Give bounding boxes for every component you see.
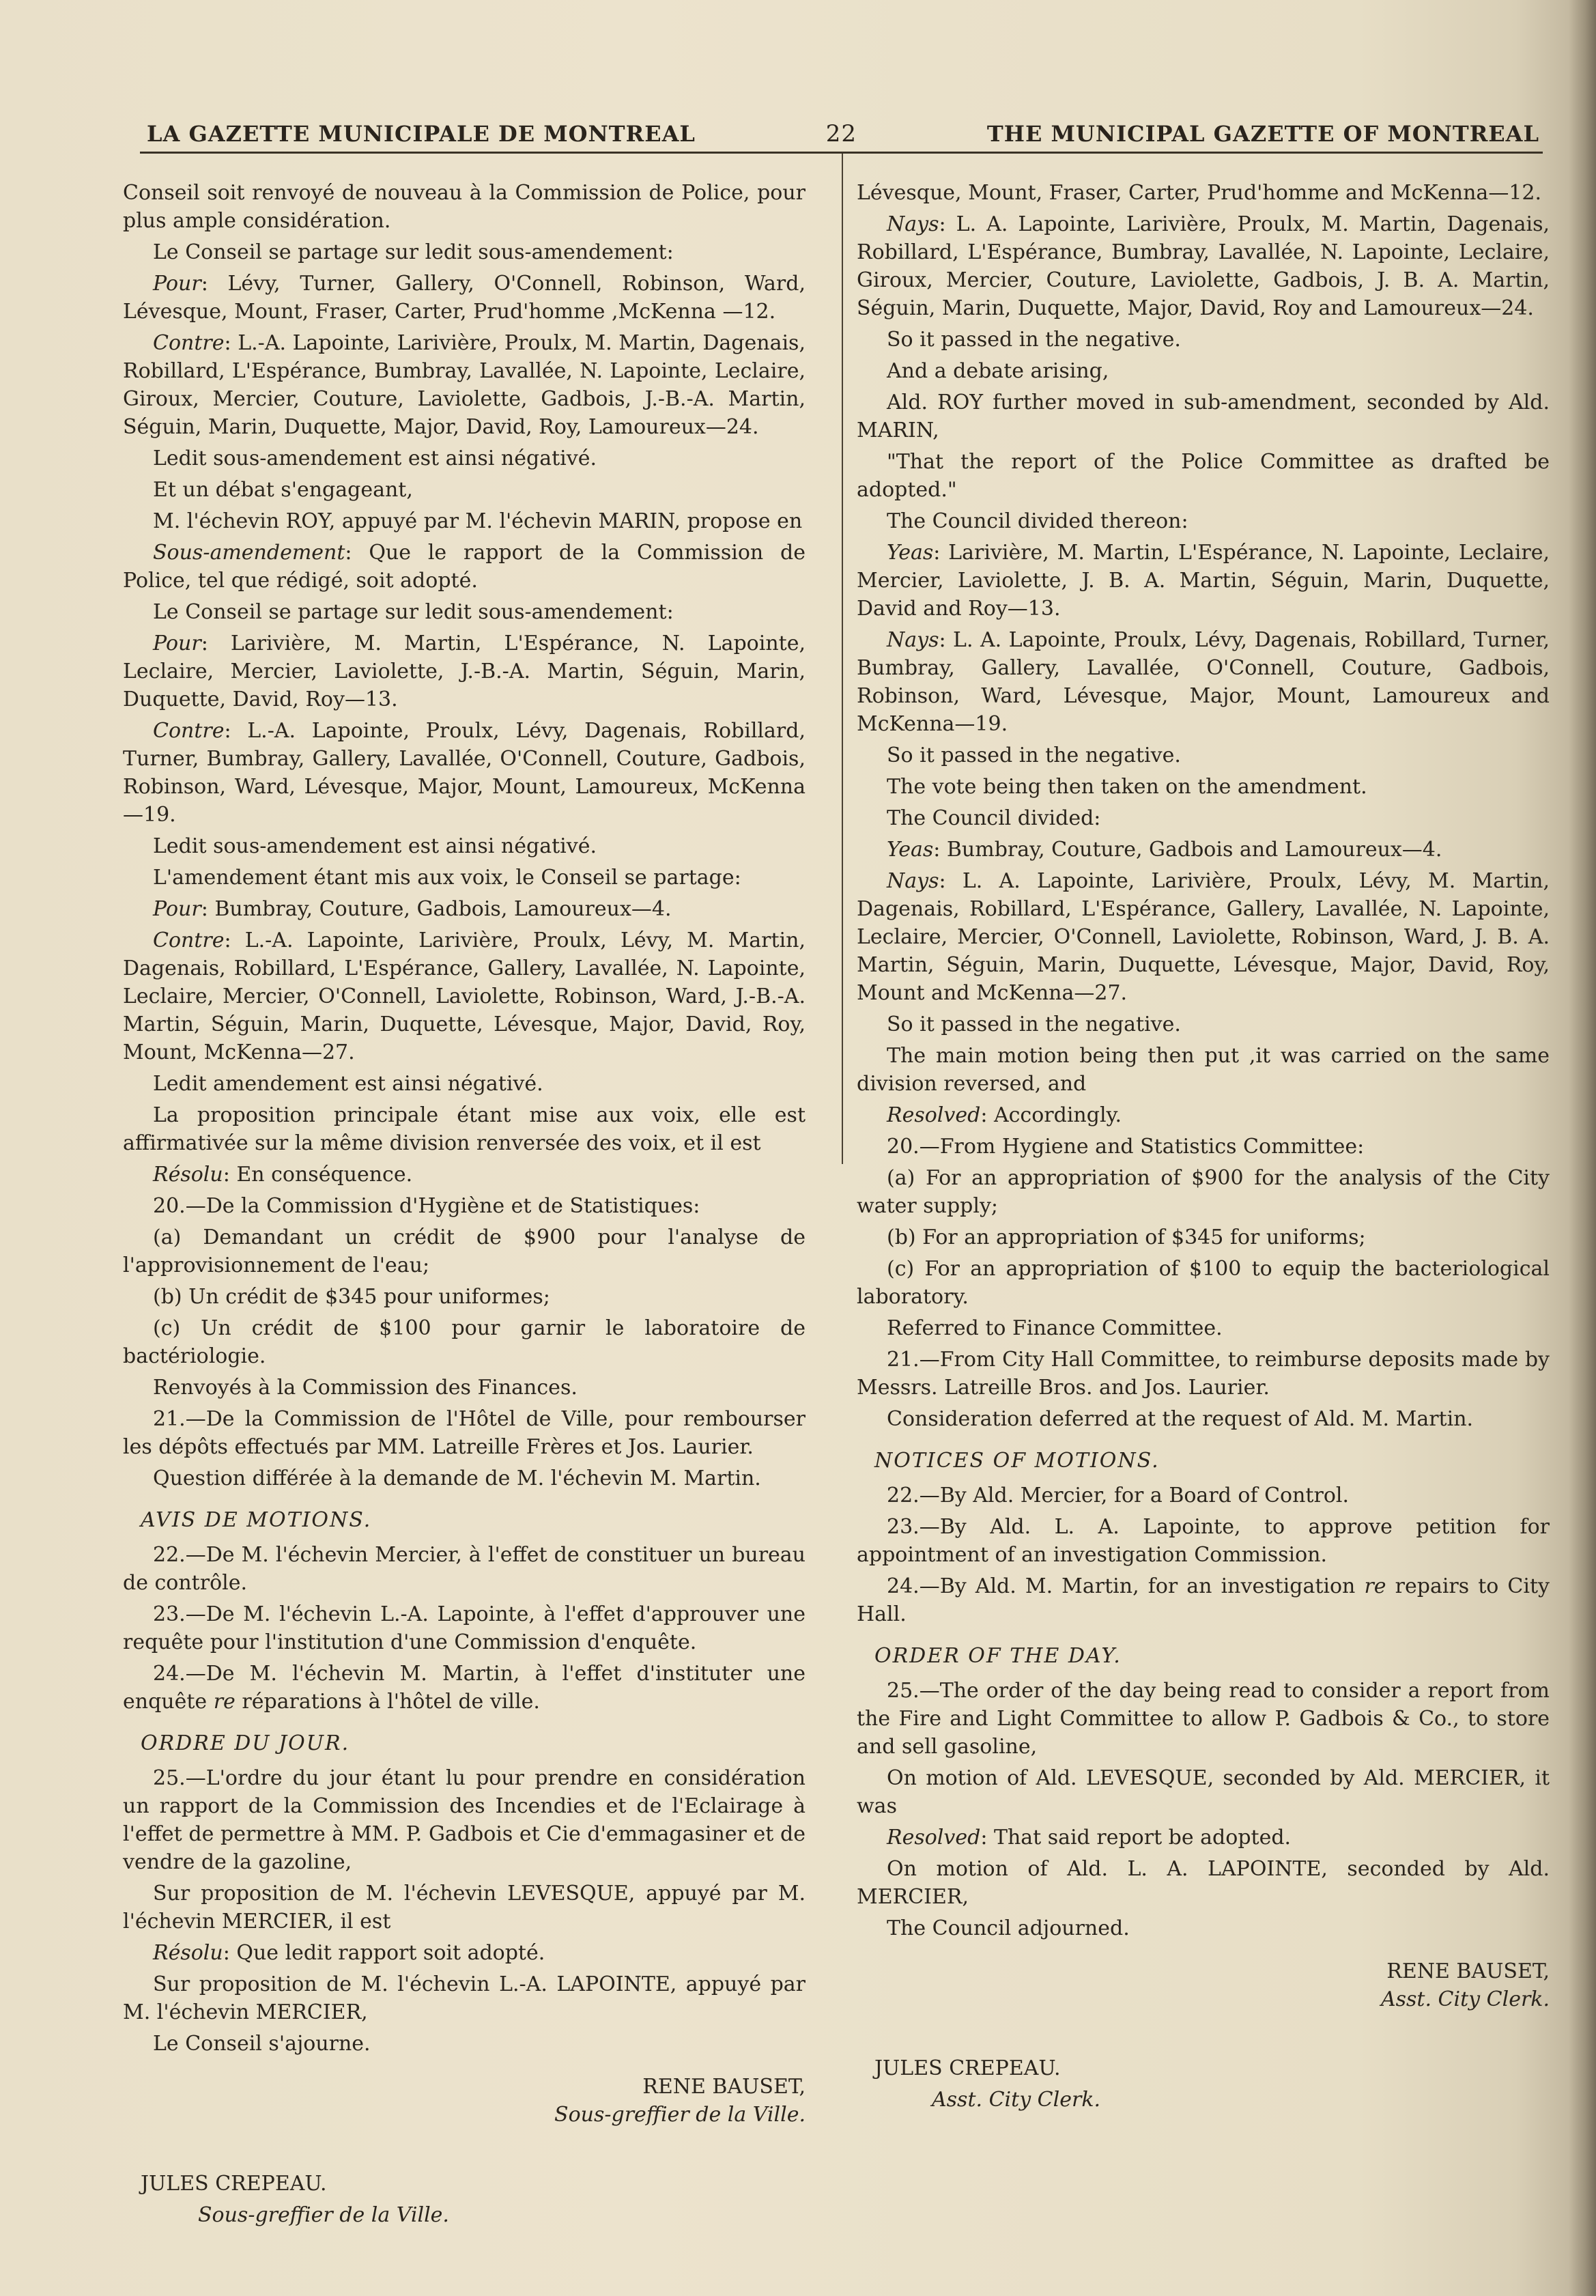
paragraph: M. l'échevin ROY, appuyé par M. l'échevin MARIN, propose en bbox=[153, 509, 803, 533]
vote-list: : L. A. Lapointe, Larivière, Proulx, M. Martin, Dagenais, Robillard, L'Espérance, Bumbray, Lavallée, N. Lapointe, Leclaire, Giroux, Mercier, Couture, Laviolette, Gadbois, J. B. A. Martin, Séguin, Marin, Duquette, Major, David, Roy and Lamoureux—24. bbox=[857, 212, 1550, 320]
paragraph: Sur proposition de M. l'échevin L.-A. LAPOINTE, appuyé par M. l'échevin MERCIER, bbox=[123, 1972, 806, 2024]
vote-list: : L. A. Lapointe, Proulx, Lévy, Dagenais, Robillard, Turner, Bumbray, Gallery, Lavallée, O'Connell, Couture, Gadbois, Robinson, Ward, Lévesque, Major, Mount, Lamoureux and McKenna—19. bbox=[857, 628, 1550, 736]
signature-title: Sous-greffier de la Ville. bbox=[198, 2203, 449, 2227]
signature-title: Asst. City Clerk. bbox=[932, 2088, 1101, 2112]
paragraph: Lévesque, Mount, Fraser, Carter, Prud'homme and McKenna—12. bbox=[857, 181, 1542, 205]
vote-list: : Lévy, Turner, Gallery, O'Connell, Robinson, Ward, Lévesque, Mount, Fraser, Carter, Prud'homme ,McKenna —12. bbox=[123, 272, 806, 324]
resolution-text: : Que ledit rapport soit adopté. bbox=[223, 1941, 545, 1965]
paragraph: Conseil soit renvoyé de nouveau à la Commission de Police, pour plus ample considération. bbox=[123, 181, 806, 233]
paragraph-text: réparations à l'hôtel de ville. bbox=[242, 1690, 540, 1714]
paragraph: 21.—From City Hall Committee, to reimburse deposits made by Messrs. Latreille Bros. and Jos. Laurier. bbox=[857, 1348, 1550, 1400]
paragraph: Le Conseil se partage sur ledit sous-amendement: bbox=[153, 240, 674, 264]
signature-title: Sous-greffier de la Ville. bbox=[554, 2103, 806, 2127]
resolution-paragraph bbox=[857, 1824, 1550, 1852]
paragraph: (b) For an appropriation of $345 for uniforms; bbox=[887, 1225, 1366, 1249]
signature-name: RENE BAUSET, bbox=[1386, 1959, 1550, 1983]
signature-name: JULES CREPEAU. bbox=[874, 2056, 1061, 2080]
paragraph: Ledit amendement est ainsi négativé. bbox=[153, 1072, 543, 1096]
paragraph: 23.—De M. l'échevin L.-A. Lapointe, à l'effet d'approuver une requête pour l'institution d'une Commission d'enquête. bbox=[123, 1602, 806, 1654]
vote-label: Contre bbox=[153, 719, 225, 743]
paragraph bbox=[857, 1572, 1550, 1628]
vote-paragraph bbox=[123, 629, 806, 713]
paragraph: The Council adjourned. bbox=[887, 1916, 1130, 1940]
paragraph: So it passed in the negative. bbox=[887, 328, 1181, 352]
paragraph-text: 24.—By Ald. M. Martin, for an investigation bbox=[887, 1574, 1356, 1598]
paragraph: 22.—By Ald. Mercier, for a Board of Control. bbox=[887, 1484, 1350, 1507]
paragraph: "That the report of the Police Committee as drafted be adopted." bbox=[857, 450, 1550, 502]
paragraph: The vote being then taken on the amendment. bbox=[887, 775, 1367, 799]
paragraph: Le Conseil s'ajourne. bbox=[153, 2032, 371, 2056]
resolution-label: Résolu bbox=[153, 1941, 223, 1965]
page-number: 22 bbox=[825, 120, 857, 147]
resolution-paragraph bbox=[123, 1939, 806, 1967]
resolution-paragraph bbox=[857, 1101, 1550, 1129]
paragraph: Consideration deferred at the request of Ald. M. Martin. bbox=[887, 1407, 1474, 1431]
vote-list: : Bumbray, Couture, Gadbois, Lamoureux—4. bbox=[201, 897, 672, 921]
paragraph: 25.—The order of the day being read to consider a report from the Fire and Light Committee to allow P. Gadbois & Co., to store and sell gasoline, bbox=[857, 1679, 1550, 1759]
header-title-english: THE MUNICIPAL GAZETTE OF MONTREAL bbox=[986, 121, 1539, 147]
vote-label: Nays bbox=[887, 869, 939, 893]
vote-paragraph bbox=[857, 626, 1550, 738]
paragraph: On motion of Ald. LEVESQUE, seconded by Ald. MERCIER, it was bbox=[857, 1766, 1550, 1818]
column-divider bbox=[842, 154, 843, 1164]
paragraph: So it passed in the negative. bbox=[887, 1012, 1181, 1036]
paragraph: Ledit sous-amendement est ainsi négativé. bbox=[153, 834, 597, 858]
paragraph: 25.—L'ordre du jour étant lu pour prendre en considération un rapport de la Commission des Incendies et de l'Eclairage à l'effet de permettre à MM. P. Gadbois et Cie d'emmagasiner et de vendre de la gazoline, bbox=[123, 1766, 806, 1874]
motion-label: Sous-amendement bbox=[153, 541, 345, 565]
vote-list: : L.-A. Lapointe, Larivière, Proulx, M. Martin, Dagenais, Robillard, L'Espérance, Bumbray, Lavallée, N. Lapointe, Leclaire, Giroux, Mercier, Couture, Laviolette, Gadbois, J.-B.-A. Martin, Séguin, Marin, Duquette, Major, David, Roy, Lamoureux—24. bbox=[123, 331, 806, 439]
vote-label: Pour bbox=[153, 632, 201, 655]
section-heading-motions: AVIS DE MOTIONS. bbox=[141, 1508, 372, 1532]
vote-paragraph bbox=[857, 539, 1550, 623]
paragraph-text: 24.—De M. l'échevin M. Martin, à l'effet d'instituter une enquête bbox=[123, 1662, 806, 1714]
resolution-paragraph bbox=[123, 1161, 806, 1189]
vote-list: : Larivière, M. Martin, L'Espérance, N. Lapointe, Leclaire, Mercier, Laviolette, J. B. A. Martin, Séguin, Marin, Duquette, David and Roy—13. bbox=[857, 541, 1550, 621]
paragraph: So it passed in the negative. bbox=[887, 743, 1181, 767]
section-heading-motions: NOTICES OF MOTIONS. bbox=[874, 1449, 1160, 1473]
paragraph: 23.—By Ald. L. A. Lapointe, to approve petition for appointment of an investigation Commission. bbox=[857, 1515, 1550, 1567]
paragraph: Question différée à la demande de M. l'échevin M. Martin. bbox=[153, 1466, 761, 1490]
paragraph: (b) Un crédit de $345 pour uniformes; bbox=[153, 1285, 550, 1309]
italic-re: re bbox=[213, 1690, 236, 1714]
section-heading-order: ORDER OF THE DAY. bbox=[874, 1644, 1122, 1668]
paragraph: (c) Un crédit de $100 pour garnir le laboratoire de bactériologie. bbox=[123, 1316, 806, 1368]
paragraph: (c) For an appropriation of $100 to equip the bacteriological laboratory. bbox=[857, 1257, 1550, 1309]
paragraph: L'amendement étant mis aux voix, le Conseil se partage: bbox=[153, 866, 741, 890]
vote-paragraph bbox=[123, 329, 806, 441]
signature-name: JULES CREPEAU. bbox=[141, 2172, 327, 2196]
vote-paragraph bbox=[857, 867, 1550, 1007]
paragraph bbox=[123, 1660, 806, 1716]
french-column bbox=[123, 179, 806, 2229]
resolution-label: Resolved bbox=[887, 1103, 981, 1127]
vote-paragraph bbox=[123, 926, 806, 1066]
vote-label: Pour bbox=[153, 272, 201, 296]
italic-re: re bbox=[1364, 1574, 1386, 1598]
paragraph: Ledit sous-amendement est ainsi négativé. bbox=[153, 447, 597, 470]
page-header bbox=[147, 115, 1539, 153]
vote-list: : Larivière, M. Martin, L'Espérance, N. Lapointe, Leclaire, Mercier, Laviolette, J.-B.-A. Martin, Séguin, Marin, Duquette, David, Roy—13. bbox=[123, 632, 806, 711]
paragraph: 20.—From Hygiene and Statistics Committee: bbox=[887, 1135, 1365, 1159]
paragraph: Renvoyés à la Commission des Finances. bbox=[153, 1376, 578, 1400]
paragraph: La proposition principale étant mise aux voix, elle est affirmativée sur la même division renversée des voix, et il est bbox=[123, 1103, 806, 1155]
resolution-text: : That said report be adopted. bbox=[980, 1826, 1292, 1849]
paragraph: On motion of Ald. L. A. LAPOINTE, seconded by Ald. MERCIER, bbox=[857, 1857, 1550, 1909]
vote-label: Contre bbox=[153, 929, 225, 952]
vote-paragraph bbox=[123, 895, 806, 923]
paragraph: (a) Demandant un crédit de $900 pour l'analyse de l'approvisionnement de l'eau; bbox=[123, 1225, 806, 1277]
paragraph: Ald. ROY further moved in sub-amendment, seconded by Ald. MARIN, bbox=[857, 391, 1550, 442]
vote-label: Nays bbox=[887, 212, 939, 236]
vote-list: : L.-A. Lapointe, Larivière, Proulx, Lévy, M. Martin, Dagenais, Robillard, L'Espérance, Gallery, Lavallée, N. Lapointe, Leclaire, Mercier, O'Connell, Laviolette, Robinson, Ward, J.-B.-A. Martin, Séguin, Marin, Duquette, Lévesque, Major, David, Roy, Mount, McKenna—27. bbox=[123, 929, 806, 1064]
resolution-label: Résolu bbox=[153, 1163, 223, 1187]
signature-title: Asst. City Clerk. bbox=[1380, 1987, 1550, 2011]
motion-paragraph bbox=[123, 539, 806, 595]
resolution-text: : En conséquence. bbox=[223, 1163, 413, 1187]
vote-list: : L.-A. Lapointe, Proulx, Lévy, Dagenais, Robillard, Turner, Bumbray, Gallery, Lavallée, O'Connell, Couture, Gadbois, Robinson, Ward, Lévesque, Major, Mount, Lamoureux, McKenna—19. bbox=[123, 719, 806, 827]
paragraph: Et un débat s'engageant, bbox=[153, 478, 413, 502]
signature-name: RENE BAUSET, bbox=[642, 2075, 806, 2099]
paragraph: 22.—De M. l'échevin Mercier, à l'effet de constituer un bureau de contrôle. bbox=[123, 1543, 806, 1595]
vote-paragraph bbox=[123, 270, 806, 326]
vote-paragraph bbox=[123, 717, 806, 829]
paragraph: 21.—De la Commission de l'Hôtel de Ville, pour rembourser les dépôts effectués par MM. Latreille Frères et Jos. Laurier. bbox=[123, 1407, 806, 1459]
header-title-french: LA GAZETTE MUNICIPALE DE MONTREAL bbox=[147, 121, 696, 147]
paragraph: The main motion being then put ,it was carried on the same division reversed, and bbox=[857, 1044, 1550, 1096]
paragraph: The Council divided: bbox=[887, 806, 1101, 830]
vote-label: Yeas bbox=[887, 541, 934, 565]
paragraph: And a debate arising, bbox=[887, 359, 1109, 383]
vote-label: Pour bbox=[153, 897, 201, 921]
vote-paragraph bbox=[857, 836, 1550, 864]
vote-label: Nays bbox=[887, 628, 939, 652]
vote-label: Contre bbox=[153, 331, 225, 355]
paragraph: The Council divided thereon: bbox=[887, 509, 1188, 533]
paragraph: Referred to Finance Committee. bbox=[887, 1316, 1223, 1340]
paragraph: 20.—De la Commission d'Hygiène et de Statistiques: bbox=[153, 1194, 700, 1218]
vote-label: Yeas bbox=[887, 838, 934, 862]
paragraph: (a) For an appropriation of $900 for the analysis of the City water supply; bbox=[857, 1166, 1550, 1218]
vote-list: : L. A. Lapointe, Larivière, Proulx, Lévy, M. Martin, Dagenais, Robillard, L'Espérance, Gallery, Lavallée, N. Lapointe, Leclaire, Mercier, O'Connell, Laviolette, Robinson, Ward, J. B. A. Martin, Séguin, Marin, Duquette, Lévesque, Major, David, Roy, Mount and McKenna—27. bbox=[857, 869, 1550, 1005]
english-column bbox=[857, 179, 1550, 2114]
vote-paragraph bbox=[857, 210, 1550, 322]
vote-list: : Bumbray, Couture, Gadbois and Lamoureux—4. bbox=[933, 838, 1442, 862]
paragraph: Le Conseil se partage sur ledit sous-amendement: bbox=[153, 600, 674, 624]
resolution-label: Resolved bbox=[887, 1826, 981, 1849]
resolution-text: : Accordingly. bbox=[980, 1103, 1122, 1127]
paragraph-text: repairs to City Hall. bbox=[857, 1574, 1550, 1626]
paragraph: Sur proposition de M. l'échevin LEVESQUE, appuyé par M. l'échevin MERCIER, il est bbox=[123, 1882, 806, 1933]
page-edge-shadow bbox=[1569, 0, 1596, 2296]
motion-text: : Que le rapport de la Commission de Police, tel que rédigé, soit adopté. bbox=[123, 541, 806, 593]
section-heading-order: ORDRE DU JOUR. bbox=[141, 1731, 350, 1755]
